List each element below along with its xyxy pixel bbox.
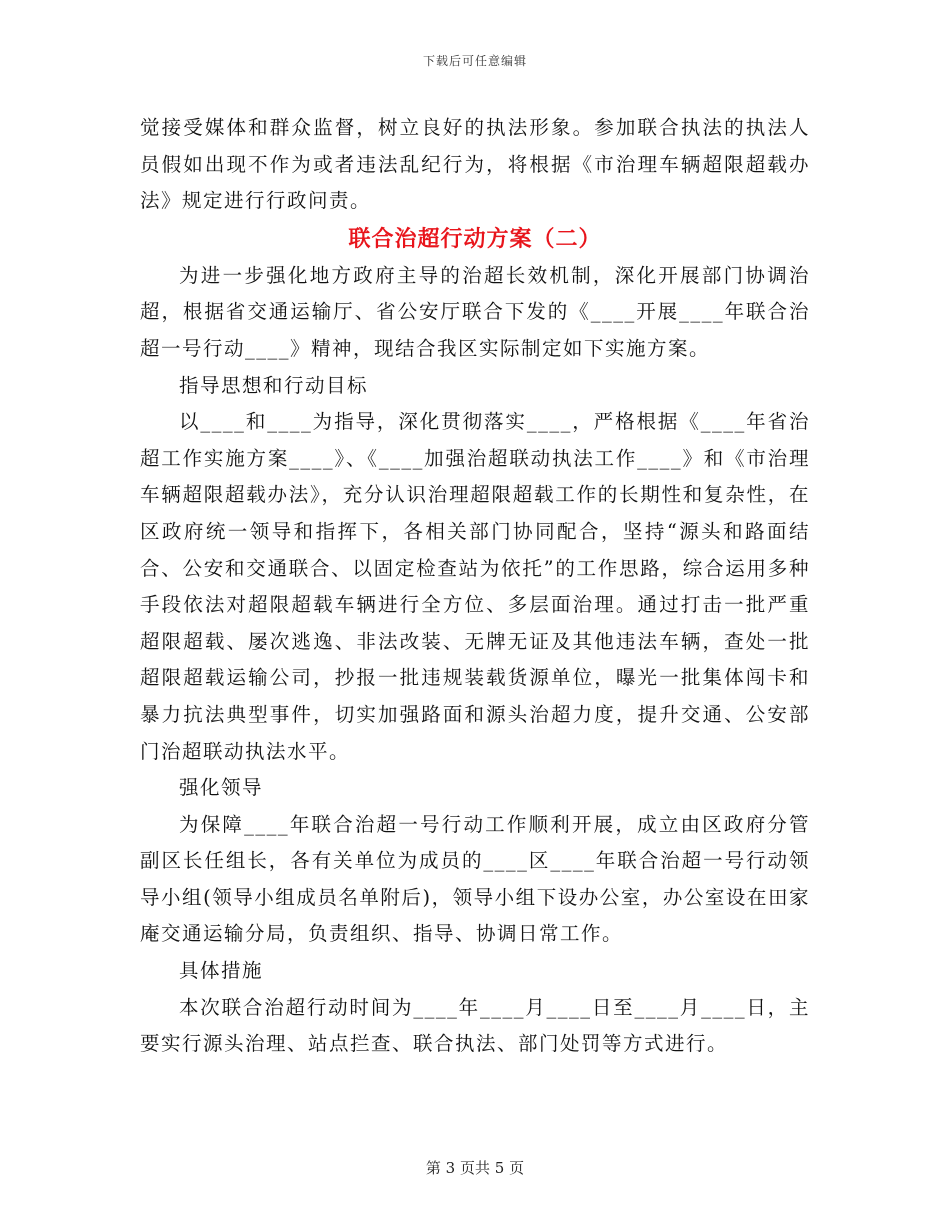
page-header: 下载后可任意编辑 xyxy=(422,54,527,68)
heading-leadership: 强化领导 xyxy=(179,776,264,800)
page-footer: 第 3 页共 5 页 xyxy=(425,1159,525,1177)
paragraph-measures: 本次联合治超行动时间为____年____月____日至____月____日，主要实行源头治理、站点拦查、联合执法、部门处罚等方式进行。 xyxy=(140,995,810,1056)
heading-guiding-ideology: 指导思想和行动目标 xyxy=(179,373,369,397)
section-title: 联合治超行动方案（二） xyxy=(348,225,602,252)
paragraph-guiding-ideology: 以____和____为指导，深化贯彻落实____，严格根据《____年省治超工作实施方案____》、《____加强治超联动执法工作____》和《市治理车辆超限超载办法》，充分认识治理超限超载工作的长期性和复杂性，在区政府统一领导和指挥下，各相关部门协同配合，坚持“源头和路面结合、公安和交通联合、以固定检查站为依托”的工作思路，综合运用多种手段依法对超限超载车辆进行全方位、多层面治理。通过打击一批严重超限超载、屡次逃逸、非法改装、无牌无证及其他违法车辆，查处一批超限超载运输公司，抄报一批违规装载货源单位，曝光一批集体闯卡和暴力抗法典型事件，切实加强路面和源头治超力度，提升交通、公安部门治超联动执法水平。 xyxy=(140,410,810,763)
heading-measures: 具体措施 xyxy=(179,959,264,983)
document-body xyxy=(140,110,810,1063)
paragraph-leadership: 为保障____年联合治超一号行动工作顺利开展，成立由区政府分管副区长任组长，各有关单位为成员的____区____年联合治超一号行动领导小组(领导小组成员名单附后)，领导小组下设办公室，办公室设在田家庵交通运输分局，负责组织、指导、协调日常工作。 xyxy=(140,812,810,946)
paragraph-intro: 为进一步强化地方政府主导的治超长效机制，深化开展部门协调治超，根据省交通运输厅、省公安厅联合下发的《____开展____年联合治超一号行动____》精神，现结合我区实际制定如下实施方案。 xyxy=(140,263,810,360)
paragraph-continuation: 觉接受媒体和群众监督，树立良好的执法形象。参加联合执法的执法人员假如出现不作为或者违法乱纪行为，将根据《市治理车辆超限超载办法》规定进行行政问责。 xyxy=(140,116,810,213)
